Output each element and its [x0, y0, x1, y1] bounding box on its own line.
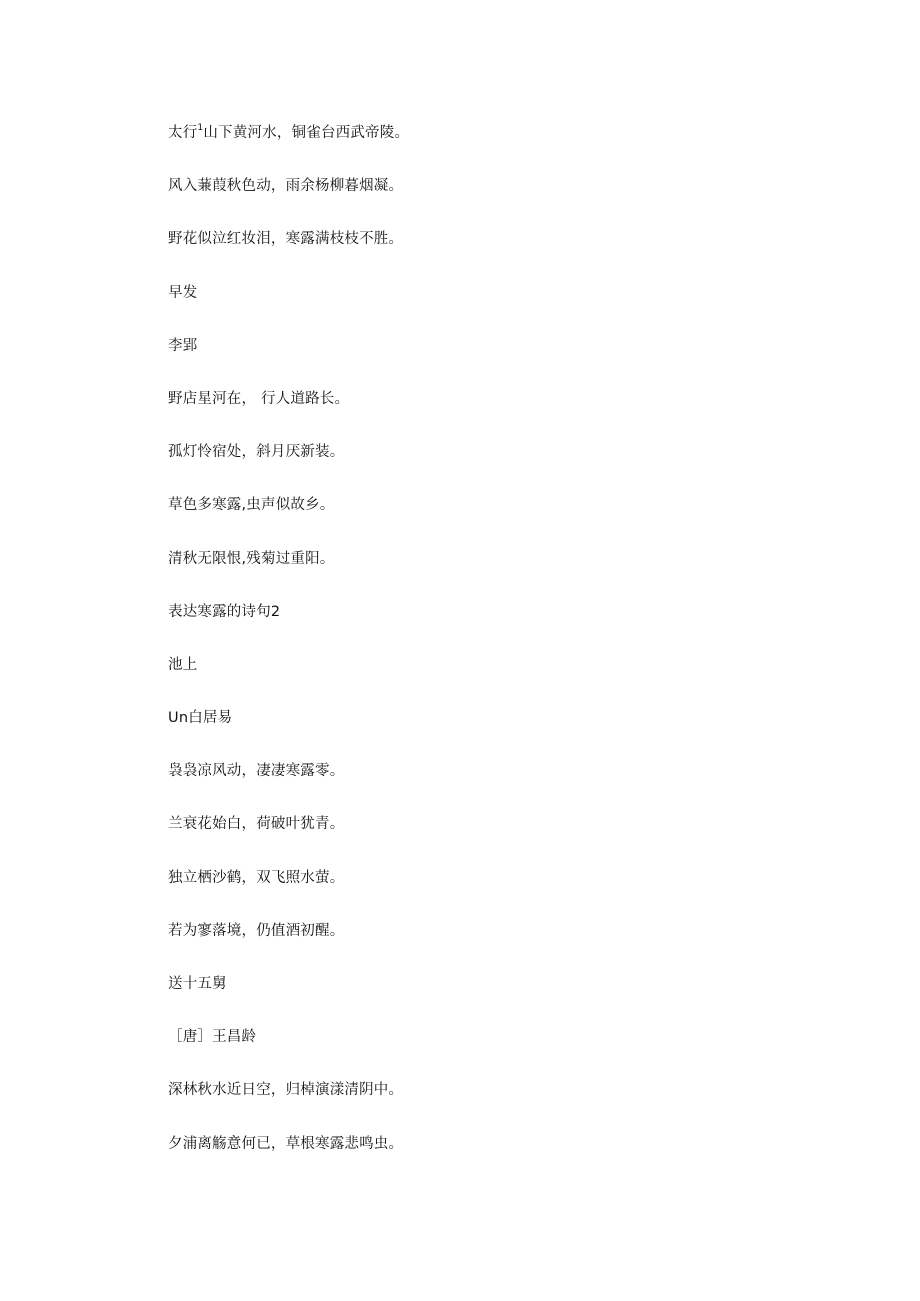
- poem-text-body: [168, 120, 868, 1184]
- section-heading: 表达寒露的诗句2: [168, 603, 281, 620]
- poem-title-zaofa: 早发: [168, 284, 198, 301]
- poem-title-chishang: 池上: [168, 656, 198, 673]
- text-line-13: 袅袅凉风动，凄凄寒露零。: [168, 763, 345, 780]
- text-line-14: 兰衰花始白，荷破叶犹青。: [168, 816, 345, 833]
- poem-author-wang-changling: ［唐］王昌龄: [168, 1029, 257, 1046]
- poem-title-song-shiwu-jiu: 送十五舅: [168, 976, 227, 992]
- text-line-1-start: 太行: [168, 125, 198, 141]
- text-line-19: 深林秋水近日空，归棹演漾清阴中。: [168, 1082, 404, 1099]
- text-line-9: 清秋无限恨,残菊过重阳。: [168, 550, 335, 567]
- text-line-7: 孤灯怜宿处，斜月厌新装。: [168, 444, 345, 461]
- text-line-16: 若为寥落境，仍值酒初醒。: [168, 922, 345, 939]
- text-line-8: 草色多寒露,虫声似故乡。: [168, 497, 335, 514]
- text-line-3: 野花似泣红妆泪，寒露满枝枝不胜。: [168, 231, 404, 248]
- text-line-2: 风入蒹葭秋色动，雨余杨柳暮烟凝。: [168, 178, 404, 195]
- footnote-marker: 1: [197, 123, 204, 134]
- poem-author-li-ying: 李郢: [168, 337, 198, 354]
- text-line-20: 夕浦离觞意何已，草根寒露悲鸣虫。: [168, 1135, 404, 1152]
- text-line-1-end: 山下黄河水，铜雀台西武帝陵。: [203, 125, 410, 141]
- text-line-6: 野店星河在， 行人道路长。: [168, 390, 350, 407]
- poem-author-bai-juyi: Un白居易: [168, 710, 233, 727]
- text-line-1: [168, 120, 868, 173]
- text-line-15: 独立栖沙鹤，双飞照水萤。: [168, 869, 345, 886]
